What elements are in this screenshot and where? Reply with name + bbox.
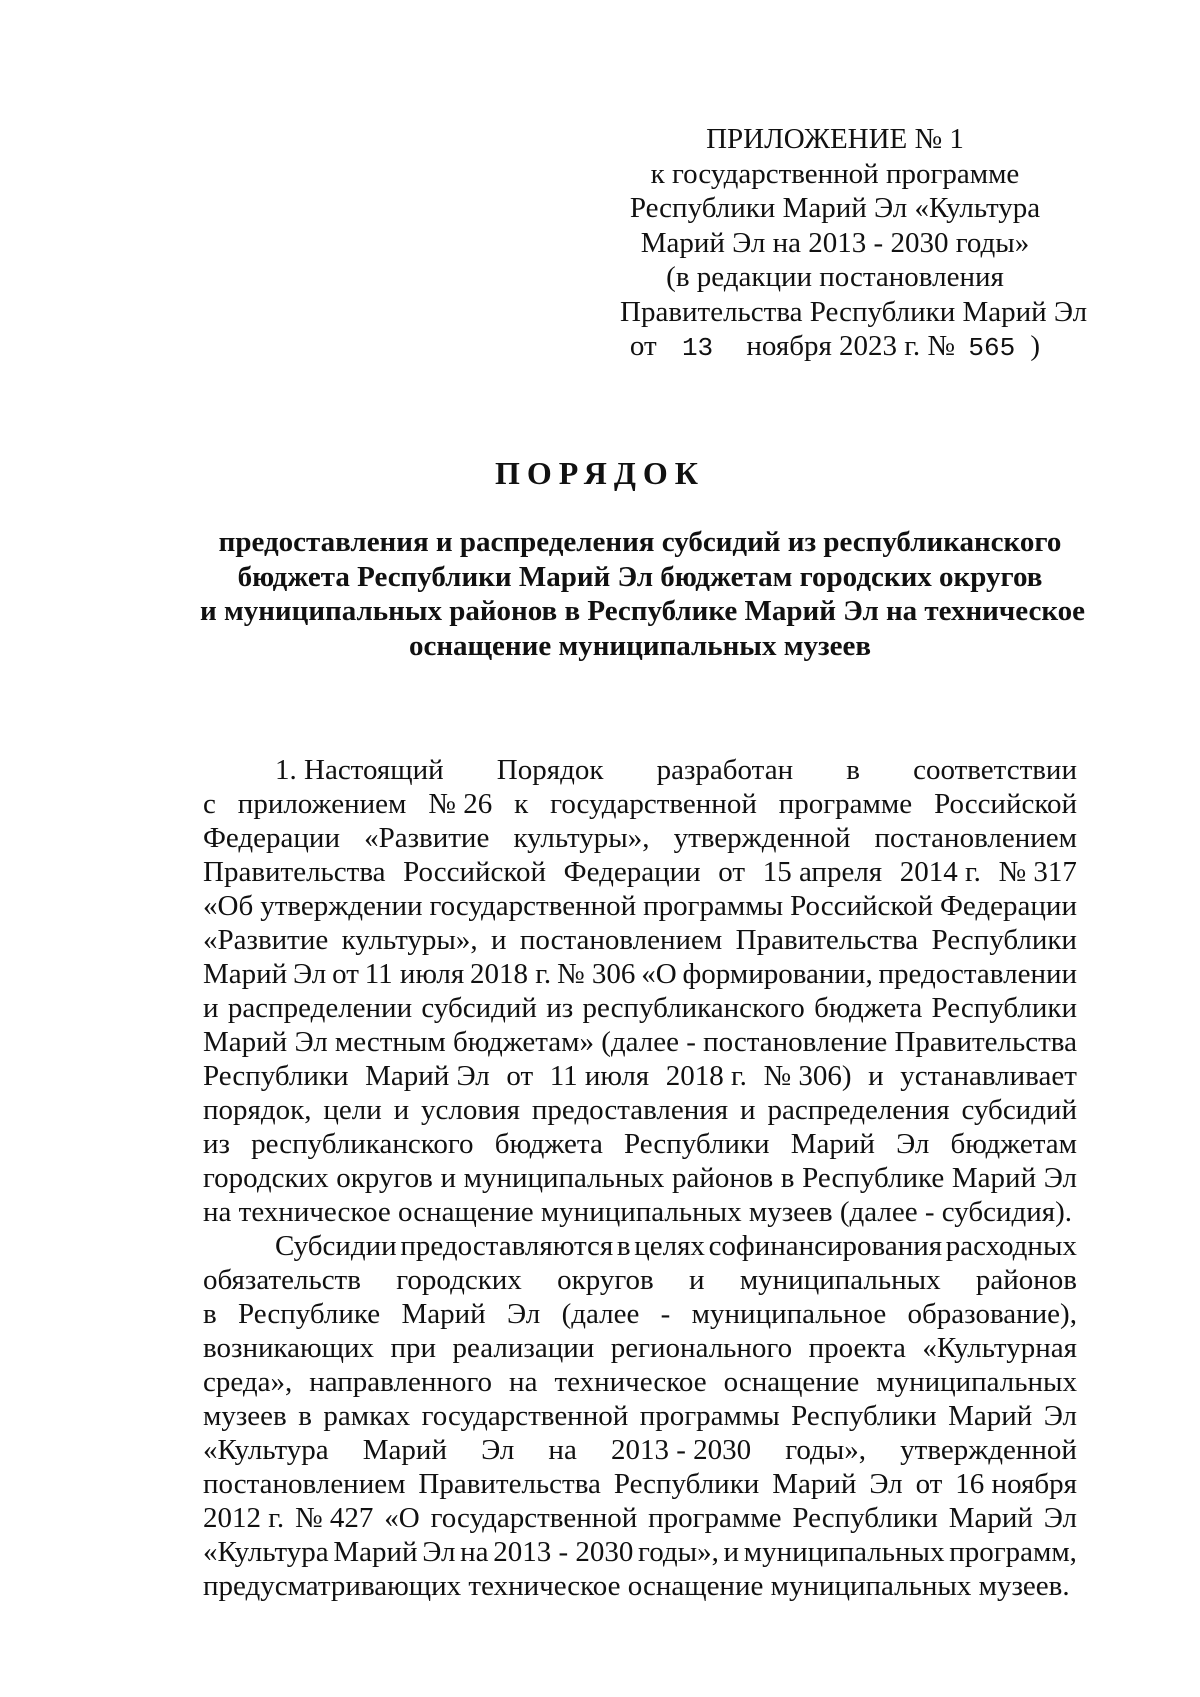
document-subtitle <box>200 525 1086 663</box>
word: Эл <box>1043 1400 1077 1432</box>
subtitle-line: и муниципальных районов в Республике Марий Эл на техническое <box>200 595 1086 627</box>
justified-line <box>203 1501 1077 1535</box>
word: муниципальных <box>739 1264 941 1296</box>
word: и <box>490 924 507 956</box>
justified-line <box>203 753 1077 787</box>
word: Марий <box>951 1162 1037 1194</box>
word: программы <box>639 1400 780 1432</box>
word: возникающих <box>203 1332 375 1364</box>
word: оснащение <box>723 1366 860 1398</box>
word: 2014 г. <box>899 856 981 888</box>
appendix-line: ПРИЛОЖЕНИЕ № 1 <box>706 123 964 155</box>
appendix-date-line <box>620 329 1050 366</box>
word: Республики <box>792 1502 938 1534</box>
word: городских <box>203 1162 329 1194</box>
word: распределении <box>227 992 413 1024</box>
word: и <box>203 992 219 1024</box>
word: порядок, <box>203 1094 312 1126</box>
justified-line <box>203 1263 1077 1297</box>
justified-line <box>203 1059 1077 1093</box>
word: в <box>846 754 860 786</box>
word: музеев <box>203 1400 287 1432</box>
word: образование), <box>907 1298 1077 1330</box>
word: «Культура <box>203 1434 329 1466</box>
word: утвержденной <box>673 822 851 854</box>
appendix-line: к государственной программе <box>650 157 1020 190</box>
word: к <box>514 788 529 820</box>
word: Республики <box>624 1128 770 1160</box>
word: Федерации <box>203 822 340 854</box>
word: в <box>780 1162 795 1194</box>
word: № 26 <box>428 788 493 820</box>
decree-number: 565 <box>968 333 1016 363</box>
word: Марий Эл <box>365 1060 490 1092</box>
word: и <box>688 1264 705 1296</box>
word: 2018 г. <box>665 1060 747 1092</box>
word: на <box>509 1366 538 1398</box>
word: Республике <box>802 1162 945 1194</box>
word: и <box>440 1162 456 1194</box>
subtitle-line: бюджета Республики Марий Эл бюджетам городских округов <box>237 560 1043 593</box>
appendix-line: Марий Эл на 2013 - 2030 годы» <box>640 226 1030 259</box>
word: годы», <box>785 1434 867 1466</box>
word: районов <box>672 1162 774 1194</box>
word: 2013 - 2030 <box>610 1434 752 1466</box>
word: предоставляются <box>400 1230 614 1262</box>
justified-line <box>203 1093 1077 1127</box>
word: № 427 <box>294 1502 374 1534</box>
word: Марий <box>790 1128 875 1160</box>
appendix-header <box>620 122 1088 366</box>
word: Субсидии <box>275 1230 397 1262</box>
justified-line <box>203 1467 1077 1501</box>
word: Эл <box>896 1128 930 1160</box>
word: «Развитие <box>364 822 490 854</box>
word: Республики <box>203 1060 349 1092</box>
word: государственной <box>421 1400 629 1432</box>
word: Республики <box>931 992 1077 1024</box>
word: утверждении <box>260 890 423 922</box>
word: государственной <box>430 1502 638 1534</box>
word: Эл <box>507 1298 541 1330</box>
word: приложением <box>237 788 407 820</box>
word: бюджета <box>814 992 923 1024</box>
word: 2012 г. <box>203 1502 285 1534</box>
word: постановлением <box>519 924 723 956</box>
word: (далее - постановление <box>601 1026 888 1058</box>
word: от <box>915 1468 943 1500</box>
word: годы», <box>638 1536 719 1568</box>
word: утвержденной <box>900 1434 1077 1466</box>
word: Порядок <box>496 754 604 786</box>
word: районов <box>975 1264 1077 1296</box>
word: культуры», <box>341 924 478 956</box>
word: «Развитие <box>203 924 329 956</box>
justified-line <box>203 1433 1077 1467</box>
word: «Об <box>203 890 254 922</box>
word: регионального <box>610 1332 793 1364</box>
word: программе <box>648 1502 782 1534</box>
date-rest: ноября 2023 г. № <box>746 330 956 362</box>
word: 11 июля <box>364 958 465 990</box>
word: Марий <box>362 1434 447 1466</box>
word: формировании, <box>682 958 873 990</box>
subtitle-line: оснащение муниципальных музеев <box>408 629 872 662</box>
word: на <box>548 1434 577 1466</box>
word: Российской <box>790 890 934 922</box>
word: республиканского <box>251 1128 474 1160</box>
word: устанавливает <box>900 1060 1077 1092</box>
word: культуры», <box>513 822 650 854</box>
word: (далее <box>561 1298 640 1330</box>
word: Марий <box>203 958 288 990</box>
word: № 306 <box>556 958 636 990</box>
word: постановлением <box>203 1468 406 1500</box>
word: Федерации <box>940 890 1077 922</box>
word: № 306) <box>763 1060 852 1092</box>
word: рамках <box>323 1400 411 1432</box>
date-day: 13 <box>681 333 714 363</box>
word: в <box>203 1298 217 1330</box>
paragraph-1 <box>203 753 1077 1195</box>
justified-line <box>203 1127 1077 1161</box>
word: «О <box>384 1502 420 1534</box>
word: при <box>390 1332 437 1364</box>
word: Правительства <box>418 1468 601 1500</box>
word: условия <box>421 1094 520 1126</box>
word: государственной <box>550 788 757 820</box>
word: № 317 <box>998 856 1077 888</box>
word: Эл <box>481 1434 515 1466</box>
word: софинансирования <box>708 1230 943 1262</box>
word: программе <box>778 788 913 820</box>
word: бюджета <box>494 1128 603 1160</box>
word: Эл <box>422 1536 456 1568</box>
word: «Культурная <box>922 1332 1077 1364</box>
word: из <box>546 992 574 1024</box>
justified-line <box>203 855 1077 889</box>
word: от <box>718 856 746 888</box>
word: Республики <box>791 1400 937 1432</box>
paragraph-1-last-line <box>203 1195 1077 1229</box>
text-line: предусматривающих техническое оснащение муниципальных музеев. <box>203 1570 1070 1602</box>
justified-line <box>203 1025 1077 1059</box>
word: среда», <box>203 1366 293 1398</box>
word: 1. Настоящий <box>275 754 444 786</box>
word: с <box>203 788 216 820</box>
word: и <box>723 1536 740 1568</box>
paragraph-2 <box>203 1229 1077 1569</box>
document-title: ПОРЯДОК <box>495 455 705 491</box>
word: муниципальное <box>691 1298 887 1330</box>
word: бюджетам <box>950 1128 1077 1160</box>
word: «О <box>641 958 677 990</box>
word: постановлением <box>874 822 1077 854</box>
justified-line <box>203 923 1077 957</box>
justified-line <box>203 821 1077 855</box>
word: Правительства <box>735 924 919 956</box>
document-body <box>203 753 1077 1603</box>
subtitle-line: предоставления и распределения субсидий из республиканского <box>218 526 1062 558</box>
word: из <box>203 1128 230 1160</box>
word: проекта <box>808 1332 906 1364</box>
word: Марий <box>948 1400 1033 1432</box>
word: «Культура <box>203 1536 329 1568</box>
word: расходных <box>945 1230 1077 1262</box>
word: предоставления <box>531 1094 729 1126</box>
word: целях <box>634 1230 705 1262</box>
word: Эл <box>293 958 327 990</box>
justified-line <box>203 1365 1077 1399</box>
word: и <box>393 1094 410 1126</box>
date-close: ) <box>1030 330 1041 362</box>
date-prefix: от <box>629 330 657 362</box>
word: Республике <box>238 1298 381 1330</box>
word: 11 июля <box>549 1060 650 1092</box>
word: округов <box>557 1264 654 1296</box>
word: распределения <box>767 1094 950 1126</box>
word: Правительства <box>203 856 386 888</box>
word: государственной <box>429 890 637 922</box>
word: Эл <box>1043 1502 1077 1534</box>
justified-line <box>203 1535 1077 1569</box>
word: 2018 г. <box>470 958 552 990</box>
word: Федерации <box>563 856 701 888</box>
paragraph-2-last-line <box>203 1569 1077 1603</box>
word: городских <box>396 1264 522 1296</box>
justified-line <box>203 1229 1077 1263</box>
word: Эл <box>869 1468 903 1500</box>
justified-line <box>203 1331 1077 1365</box>
word: муниципальных <box>876 1366 1077 1398</box>
word: субсидий <box>961 1094 1077 1126</box>
word: Марий <box>948 1502 1033 1534</box>
word: Республики <box>613 1468 760 1500</box>
word: 15 апреля <box>762 856 883 888</box>
justified-line <box>203 991 1077 1025</box>
word: муниципальных <box>463 1162 665 1194</box>
appendix-line: Республики Марий Эл «Культура <box>629 192 1041 224</box>
word: соответствии <box>913 754 1077 786</box>
word: муниципальных <box>743 1536 945 1568</box>
justified-line <box>203 889 1077 923</box>
word: Правительства <box>894 1026 1077 1058</box>
word: программы <box>643 890 784 922</box>
justified-line <box>203 787 1077 821</box>
word: направленного <box>309 1366 493 1398</box>
appendix-line: (в редакции постановления <box>666 261 1004 293</box>
justified-line <box>203 1161 1077 1195</box>
word: предоставлении <box>878 958 1077 990</box>
word: цели <box>323 1094 382 1126</box>
word: республиканского <box>582 992 805 1024</box>
word: на <box>460 1536 489 1568</box>
word: Эл <box>1043 1162 1077 1194</box>
word: от <box>506 1060 534 1092</box>
word: программ, <box>949 1536 1077 1568</box>
word: от <box>332 958 359 990</box>
word: Марий Эл <box>203 1026 328 1058</box>
justified-line <box>203 957 1077 991</box>
word: Марий <box>333 1536 418 1568</box>
word: обязательств <box>203 1264 361 1296</box>
word: реализации <box>452 1332 595 1364</box>
appendix-line: Правительства Республики Марий Эл <box>620 295 1088 328</box>
word: 2013 - 2030 <box>493 1536 634 1568</box>
word: Российской <box>934 788 1077 820</box>
word: субсидий <box>421 992 537 1024</box>
word: бюджетам» <box>453 1026 594 1058</box>
word: в <box>298 1400 312 1432</box>
word: техническое <box>554 1366 707 1398</box>
word: Республики <box>931 924 1077 956</box>
word: местным <box>334 1026 446 1058</box>
word: Российской <box>403 856 547 888</box>
word: и <box>740 1094 756 1126</box>
word: разработан <box>656 754 794 786</box>
word: и <box>868 1060 884 1092</box>
justified-line <box>203 1297 1077 1331</box>
justified-line <box>203 1399 1077 1433</box>
word: Марий <box>401 1298 486 1330</box>
word: округов <box>336 1162 433 1194</box>
text-line: на техническое оснащение муниципальных музеев (далее - субсидия). <box>203 1196 1073 1228</box>
word: - <box>660 1298 671 1330</box>
word: в <box>616 1230 631 1262</box>
word: Марий <box>772 1468 857 1500</box>
word: 16 ноября <box>955 1468 1077 1500</box>
